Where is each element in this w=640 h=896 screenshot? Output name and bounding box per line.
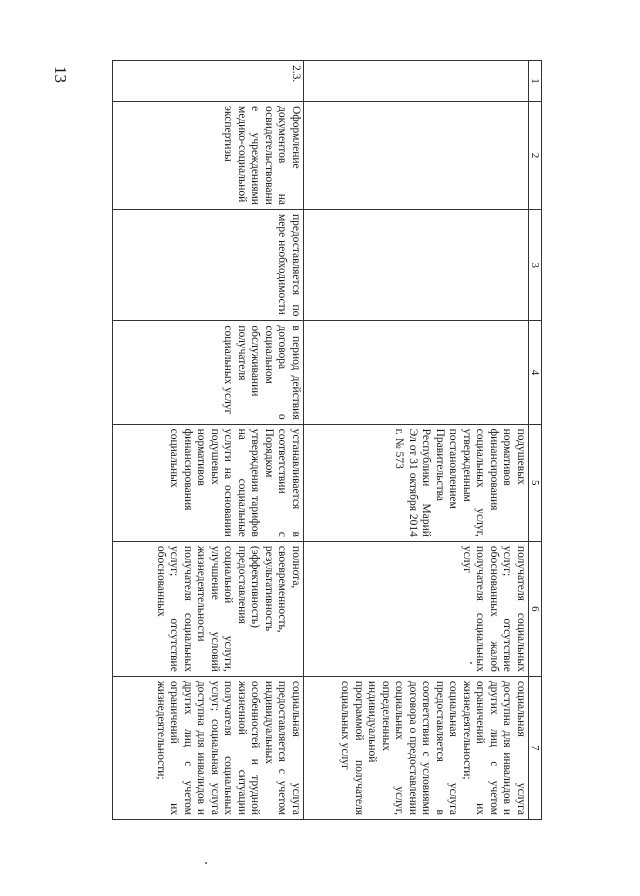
column-header: 5 <box>529 424 542 541</box>
conditions-cell: социальная услуга предоставляется с учетом индивидуальных особенностей и трудной жизненной ситуации получателя социальных услуг; социальная услуга доступна для инвалидов и других лиц с учетом ограничений их жизнедеятельности; <box>113 676 304 819</box>
table-row <box>113 61 304 820</box>
frequency-cell <box>304 209 529 320</box>
conditions-cell: социальная услуга доступна для инвалидов и других лиц с учетом ограничений их жизнедеятельности; социальная услуга предоставляется в соответствии с условиями договора о предоставлении социальных услуг, определенных индивидуальной программой получателя социальных услуг <box>304 676 529 819</box>
row-number-cell: 2.3. <box>113 61 304 102</box>
column-header: 1 <box>529 61 542 102</box>
scan-speck <box>470 662 472 664</box>
header-row <box>529 61 542 820</box>
service-name-cell: Оформление документов на освидетельствование учреждениями медико-социальной экспертизы <box>113 102 304 210</box>
table-row <box>304 61 529 820</box>
period-cell: в период действия договора о социальном обслуживании получателя социальных услуг <box>113 321 304 424</box>
tariff-cell: устанавливается в соответствии с Порядком утверждения тарифов на социальные услуги на основании подушевых нормативов финансирования социальных <box>113 424 304 541</box>
row-number-cell <box>304 61 529 102</box>
tariff-cell: подушевых нормативов финансирования социальных услуг, утвержденным постановлением Правительства Республики Марий Эл от 31 октября 2014 г. № 573 <box>304 424 529 541</box>
column-header: 7 <box>529 676 542 819</box>
frequency-cell: предоставляется по мере необходимости <box>113 209 304 320</box>
services-table-rotated <box>112 60 542 820</box>
column-header: 3 <box>529 209 542 320</box>
column-header: 4 <box>529 321 542 424</box>
quality-indicators-cell: получателя социальных услуг; отсутствие обоснованных жалоб получателя социальных услуг <box>304 541 529 676</box>
quality-indicators-cell: полнота, своевременность, результативность (эффективность) предоставления социальной услуги, улучшение условий жизнедеятельности получателя социальных услуг; отсутствие обоснованных <box>113 541 304 676</box>
scan-speck <box>205 862 207 864</box>
column-header: 2 <box>529 102 542 210</box>
services-table <box>112 60 542 820</box>
service-name-cell <box>304 102 529 210</box>
page-number: 13 <box>51 66 70 83</box>
period-cell <box>304 321 529 424</box>
column-header: 6 <box>529 541 542 676</box>
